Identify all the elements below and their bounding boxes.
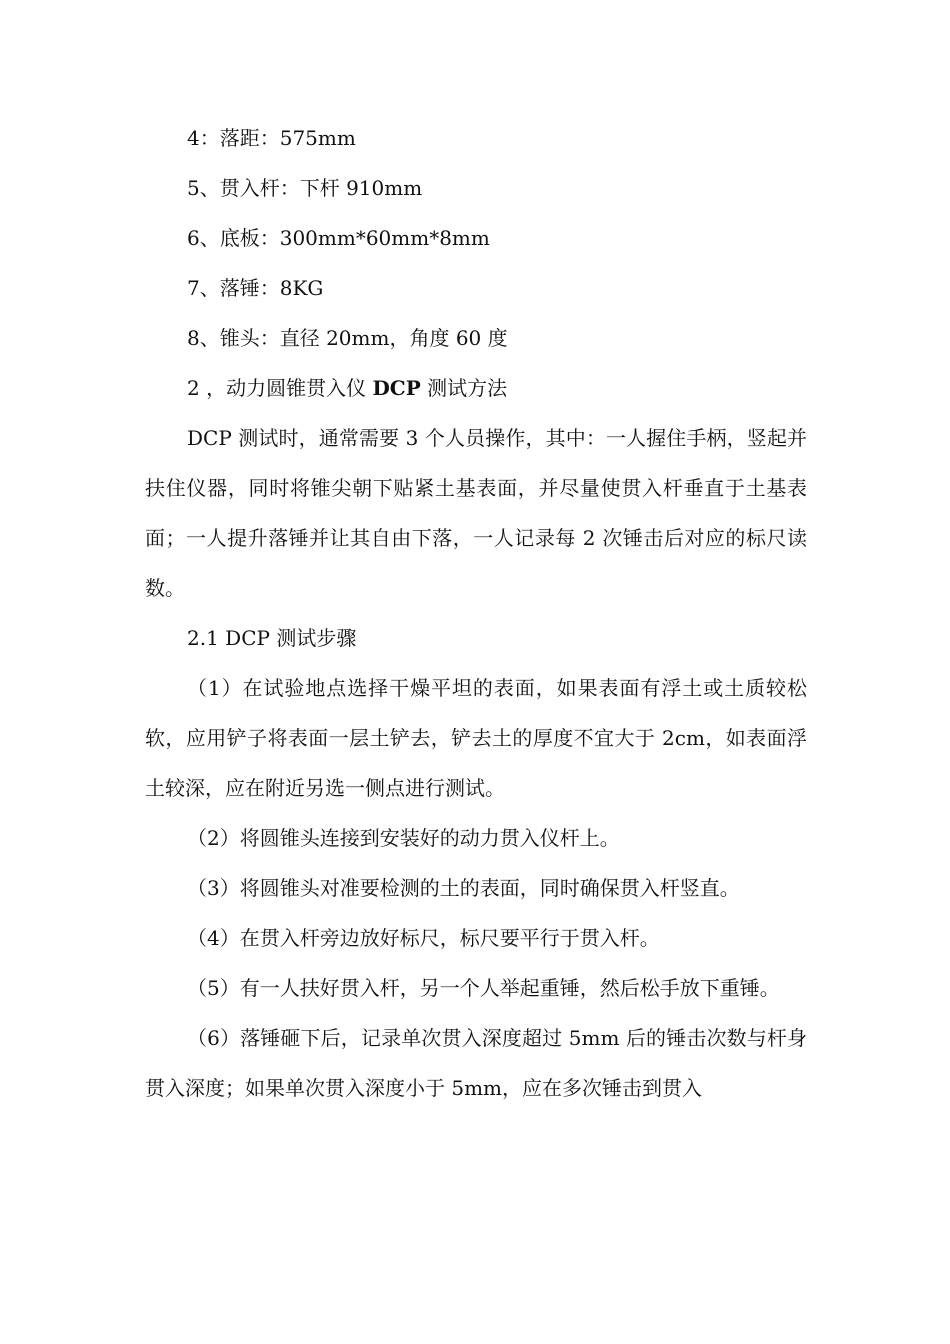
step-1-paragraph: （1）在试验地点选择干燥平坦的表面，如果表面有浮土或土质较松软，应用铲子将表面一层土铲去，铲去土的厚度不宜大于 2cm，如表面浮土较深，应在附近另选一侧点进行测试。 (145, 676, 807, 800)
step-3-paragraph: （3）将圆锥头对准要检测的土的表面，同时确保贯入杆竖直。 (187, 876, 740, 900)
step-4-paragraph: （4）在贯入杆旁边放好标尺，标尺要平行于贯入杆。 (187, 926, 660, 950)
step-2-paragraph: （2）将圆锥头连接到安装好的动力贯入仪杆上。 (187, 826, 620, 850)
spec-item-cone: 8、锥头：直径 20mm，角度 60 度 (187, 326, 508, 350)
section-2-heading-bold: DCP (372, 376, 421, 400)
section-2-intro-paragraph: DCP 测试时，通常需要 3 个人员操作，其中：一人握住手柄，竖起并扶住仪器，同时将锥尖朝下贴紧土基表面，并尽量使贯入杆垂直于土基表面；一人提升落锤并让其自由下落，一人记录每 2 次锤击后对应的标尺读数。 (145, 426, 807, 600)
section-2-heading-prefix: 2 ，动力圆锥贯入仪 (187, 376, 373, 400)
section-2-heading (145, 363, 807, 413)
step-5-paragraph: （5）有一人扶好贯入杆，另一个人举起重锤，然后松手放下重锤。 (187, 976, 780, 1000)
spec-item-base-plate: 6、底板：300mm*60mm*8mm (187, 226, 490, 250)
spec-item-drop-height: 4：落距：575mm (187, 126, 356, 150)
section-2-heading-suffix: 测试方法 (420, 376, 508, 400)
spec-item-rod: 5、贯入杆：下杆 910mm (187, 176, 423, 200)
step-6-paragraph: （6）落锤砸下后，记录单次贯入深度超过 5mm 后的锤击次数与杆身贯入深度；如果单次贯入深度小于 5mm，应在多次锤击到贯入 (145, 1026, 807, 1100)
document-body (145, 113, 807, 1113)
spec-item-hammer: 7、落锤：8KG (187, 276, 324, 300)
section-2-1-heading: 2.1 DCP 测试步骤 (187, 626, 357, 650)
